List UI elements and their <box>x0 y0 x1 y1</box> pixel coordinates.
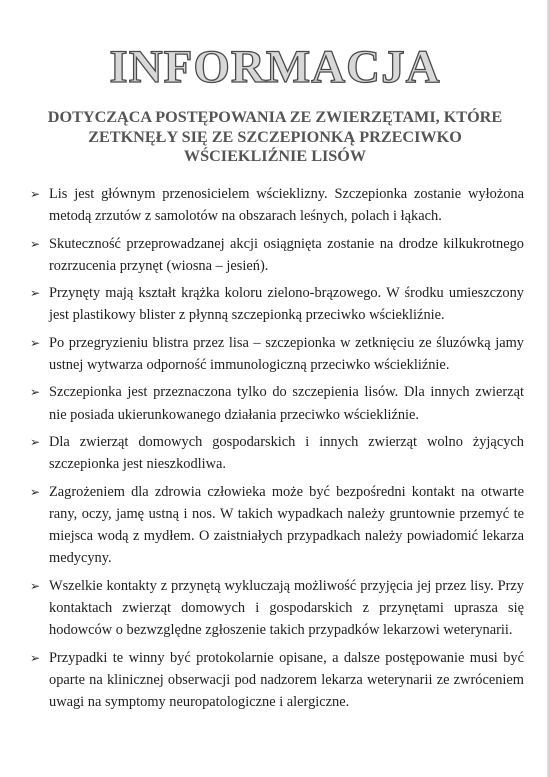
arrow-bullet-icon: ➢ <box>30 484 41 499</box>
list-item <box>30 233 524 278</box>
list-item <box>30 381 524 426</box>
arrow-bullet-icon: ➢ <box>30 286 41 301</box>
arrow-bullet-icon: ➢ <box>30 187 41 201</box>
arrow-bullet-icon: ➢ <box>30 578 41 593</box>
list-item-text: Lis jest głównym przenosicielem wścieklizny. Szczepionka zostanie wyłożona metodą zrzutów z samolotów na obszarach leśnych, polach i łąkach. <box>49 186 524 225</box>
list-item-text: Szczepionka jest przeznaczona tylko do szczepienia lisów. Dla innych zwierząt nie posiada ukierunkowanego działania przeciwko wściekliźnie. <box>49 384 524 423</box>
list-item-text: Wszelkie kontakty z przynętą wykluczają możliwość przyjęcia jej przez lisy. Przy kontaktach zwierząt domowych i gospodarskich z przynętami uprasza się hodowców o bezwzględne zgłoszenie takich przypadków lekarzowi weterynarii. <box>49 577 524 639</box>
list-item-text: Przynęty mają kształt krążka koloru zielono-brązowego. W środku umieszczony jest plastikowy blister z płynną szczepionką przeciwko wściekliźnie. <box>49 285 524 324</box>
list-item <box>30 647 524 714</box>
list-item <box>30 332 524 377</box>
list-item <box>30 481 524 570</box>
list-item-text: Zagrożeniem dla zdrowia człowieka może być bezpośredni kontakt na otwarte rany, oczy, jamę ustną i nos. W takich wypadkach należy gruntownie przemyć te miejsca wodą z mydłem. O zaistniałych przypadkach należy powiadomić lekarza medycyny. <box>49 483 524 567</box>
list-item-text: Skuteczność przeprowadzanej akcji osiągnięta zostanie na drodze kilkukrotnego rozrzucenia przynęt (wiosna – jesień). <box>49 235 524 274</box>
arrow-bullet-icon: ➢ <box>30 335 41 350</box>
list-item <box>30 431 524 476</box>
list-item-text: Przypadki te winny być protokolarnie opisane, a dalsze postępowanie musi być oparte na klinicznej obserwacji pod nadzorem lekarza weterynarii ze zwróceniem uwagi na symptomy neuropatologiczne i alergiczne. <box>49 649 524 711</box>
document-subtitle: DOTYCZĄCA POSTĘPOWANIA ZE ZWIERZĘTAMI, KTÓRE ZETKNĘŁY SIĘ ZE SZCZEPIONKĄ PRZECIWKO WŚCIEKLIŹNIE LISÓW <box>47 108 503 165</box>
list-item-text: Dla zwierząt domowych gospodarskich i innych zwierząt wolno żyjących szczepionka jest nieszkodliwa. <box>49 433 524 473</box>
list-item <box>30 575 524 642</box>
document-title: INFORMACJA <box>109 41 441 93</box>
arrow-bullet-icon: ➢ <box>30 434 41 449</box>
arrow-bullet-icon: ➢ <box>30 385 41 400</box>
information-list <box>30 183 524 719</box>
list-item-text: Po przegryzieniu blistra przez lisa – szczepionka w zetknięciu ze śluzówką jamy ustnej wytwarza odporność immunologiczną przeciwko wściekliźnie. <box>49 334 524 374</box>
arrow-bullet-icon: ➢ <box>30 236 41 251</box>
arrow-bullet-icon: ➢ <box>30 650 41 665</box>
list-item <box>30 282 524 327</box>
list-item <box>30 183 524 228</box>
